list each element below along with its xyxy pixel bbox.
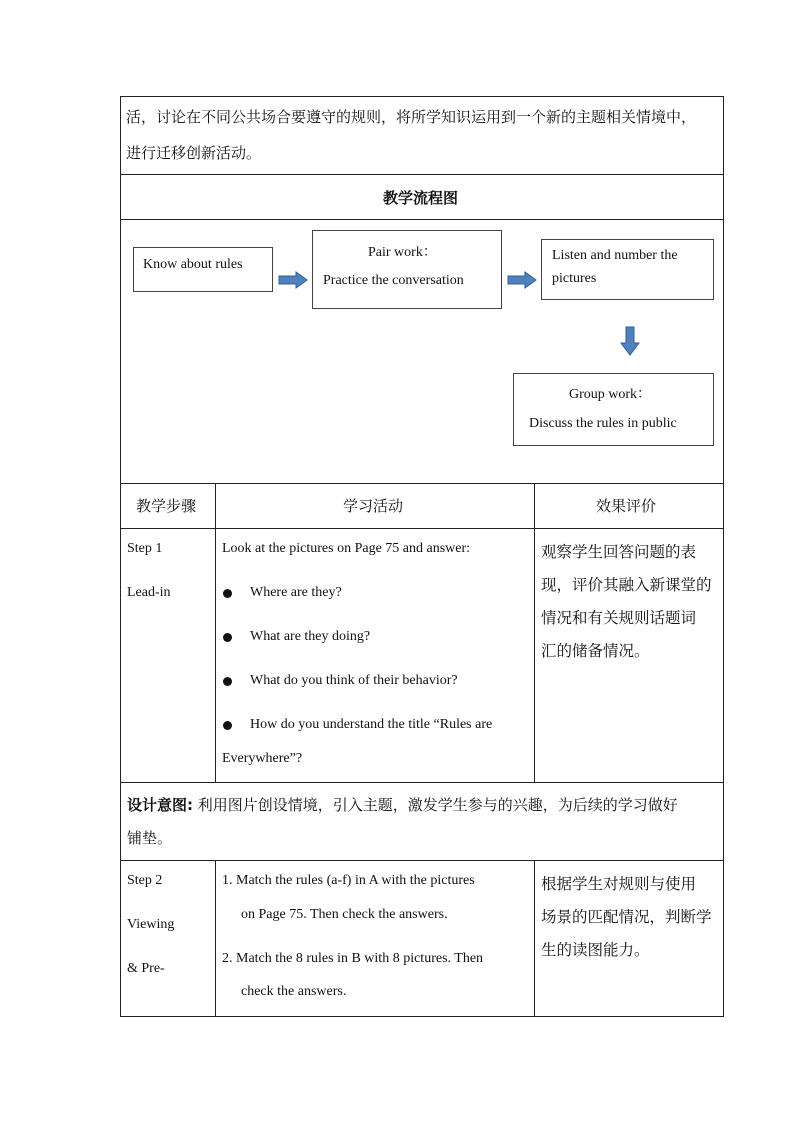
step2-item1-line1: 1. Match the rules (a-f) in A with the pictures [222,873,475,888]
step1-label: Step 1 [127,541,163,556]
step1-question-3: What do you think of their behavior? [250,673,458,688]
step2-label: Step 2 [127,873,163,888]
header-eval: 效果评价 [596,497,657,515]
step2-item2-line1: 2. Match the 8 rules in B with 8 pictures. Then [222,951,484,966]
step1-eval-line-4: 汇的储备情况。 [541,642,650,660]
step1-question-4-line2: Everywhere”? [222,751,303,766]
step2-eval-line-2: 场景的匹配情况，判断学 [541,908,712,926]
step2-eval-line-1: 根据学生对规则与使用 [541,875,697,893]
header-activity: 学习活动 [343,497,404,515]
flow-box-know-rules [133,247,273,292]
flow-box-pair-work-title: Pair work： [368,245,437,260]
bullet-icon [223,633,232,642]
design-intent-label: 设计意图: [127,796,193,814]
step1-name: Lead-in [127,585,171,600]
step1-intro: Look at the pictures on Page 75 and answer: [222,541,471,556]
step2-eval-line-3: 生的读图能力。 [541,941,650,959]
arrow-right-icon [507,271,537,289]
design-intent-line2: 铺垫。 [127,829,173,847]
flow-box-listen-line1: Listen and number the [552,248,678,263]
intro-line-1: 活，讨论在不同公共场合要遵守的规则，将所学知识运用到一个新的主题相关情境中， [126,108,697,126]
header-step: 教学步骤 [136,497,197,515]
flow-box-listen [541,239,714,300]
flow-box-group-work-text: Discuss the rules in public [529,416,677,431]
step1-question-2: What are they doing? [250,629,371,644]
flow-box-group-work-title: Group work： [569,387,652,402]
step2-name-cont: & Pre- [127,961,165,976]
step1-eval-line-1: 观察学生回答问题的表 [541,543,697,561]
step2-item2-line2: check the answers. [241,984,347,999]
flow-box-pair-work-text: Practice the conversation [323,273,464,288]
flow-box-pair-work [312,230,502,309]
design-intent-line1 [127,794,678,815]
step1-eval-line-2: 现，评价其融入新课堂的 [541,576,712,594]
step1-step-cell [120,528,216,783]
step1-question-1: Where are they? [250,585,342,600]
step1-activity-cell [215,528,535,783]
bullet-icon [223,589,232,598]
intro-line-2: 进行迁移创新活动。 [126,144,262,162]
flow-box-group-work [513,373,714,446]
flow-box-listen-line2: pictures [552,271,597,286]
step2-name: Viewing [127,917,175,932]
bullet-icon [223,721,232,730]
design-intent-text: 利用图片创设情境，引入主题，激发学生参与的兴趣，为后续的学习做好 [193,796,678,814]
step2-item1-line2: on Page 75. Then check the answers. [241,907,448,922]
arrow-down-icon [620,326,640,356]
step1-question-4-line1: How do you understand the title “Rules are [250,717,493,732]
step1-eval-line-3: 情况和有关规则话题词 [541,609,697,627]
arrow-right-icon [278,271,308,289]
bullet-icon [223,677,232,686]
flow-title: 教学流程图 [383,189,459,207]
flow-box-know-rules-label: Know about rules [143,257,243,272]
